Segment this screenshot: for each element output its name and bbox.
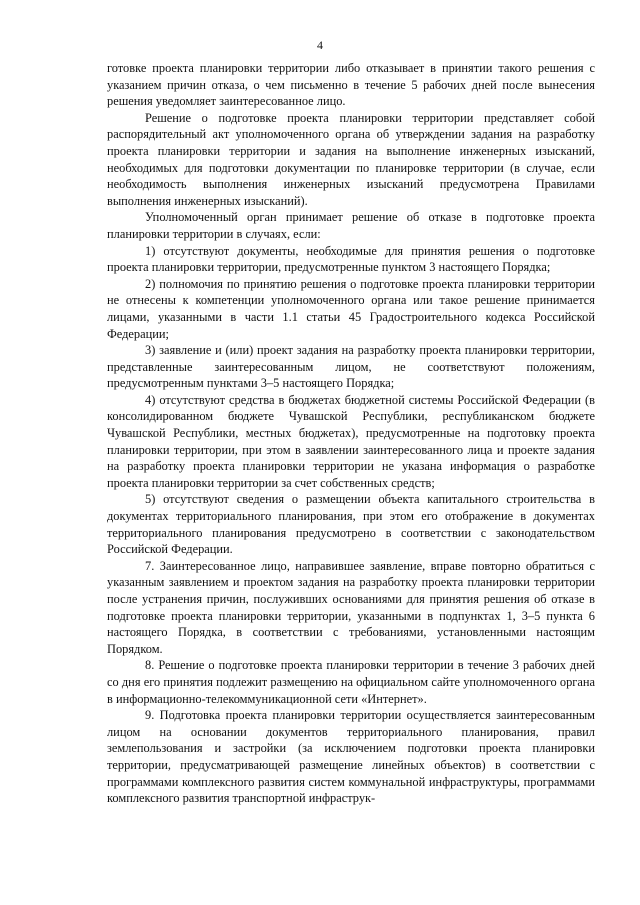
paragraph: 8. Решение о подготовке проекта планировки территории в течение 3 рабочих дней со дня его принятия подлежит размещению на официальном сайте уполномоченного органа в информационно-телекоммуникационной сети «Интернет». (107, 658, 595, 706)
document-body (107, 60, 595, 807)
paragraph: готовке проекта планировки территории либо отказывает в принятии такого решения с указанием причин отказа, о чем письменно в течение 5 рабочих дней после вынесения решения уведомляет заинтересованное лицо. (107, 61, 595, 109)
list-item: 5) отсутствуют сведения о размещении объекта капитального строительства в документах территориального планирования, при этом его отображение в документах территориального планирования предусмотрено в соответствии с законодательством Российской Федерации. (107, 492, 595, 557)
list-item: 3) заявление и (или) проект задания на разработку проекта планировки территории, представленные заинтересованным лицом, не соответствуют положениям, предусмотренным пунктами 3–5 настоящего Порядка; (107, 343, 595, 391)
paragraph: 9. Подготовка проекта планировки территории осуществляется заинтересованным лицом на основании документов территориального планирования, правил землепользования и застройки (за исключением подготовки проекта планировки территории, предусматривающей размещение линейных объектов) в соответствии с программами комплексного развития систем коммунальной инфраструктуры, программами комплексного развития транспортной инфраструк- (107, 708, 595, 806)
page-number: 4 (317, 38, 323, 52)
list-item: 4) отсутствуют средства в бюджетах бюджетной системы Российской Федерации (в консолидированном бюджете Чувашской Республики, республиканском бюджете Чувашской Республики, местных бюджетах), предусмотренные на подготовку проекта планировки территории, при этом в заявлении заинтересованного лица и проекте задания на разработку проекта планировки территории не указана информация о разработке проекта планировки территории за счет собственных средств; (107, 392, 595, 490)
list-item: 1) отсутствуют документы, необходимые для принятия решения о подготовке проекта планировки территории, предусмотренные пунктом 3 настоящего Порядка; (107, 243, 595, 275)
paragraph: Решение о подготовке проекта планировки территории представляет собой распорядительный акт уполномоченного органа об утверждении задания на разработку проекта планировки территории и задания на выполнение инженерных изысканий, необходимых для подготовки документации по планировке территории (в случае, если необходимость выполнения инженерных изысканий предусмотрена Правилами выполнения инженерных изысканий). (107, 110, 595, 208)
list-item: 2) полномочия по принятию решения о подготовке проекта планировки территории не отнесены к компетенции уполномоченного органа или такое решение принимается лицами, указанными в части 1.1 статьи 45 Градостроительного кодекса Российской Федерации; (107, 276, 595, 341)
paragraph: 7. Заинтересованное лицо, направившее заявление, вправе повторно обратиться с указанным заявлением и проектом задания на разработку проекта планировки территории после устранения причин, послуживших основаниями для принятия решения об отказе в подготовке проекта планировки территории, указанными в подпунктах 1, 3–5 пункта 6 настоящего Порядка, в соответствии с требованиями, установленными настоящим Порядком. (107, 558, 595, 656)
paragraph: Уполномоченный орган принимает решение об отказе в подготовке проекта планировки территории в случаях, если: (107, 210, 595, 241)
